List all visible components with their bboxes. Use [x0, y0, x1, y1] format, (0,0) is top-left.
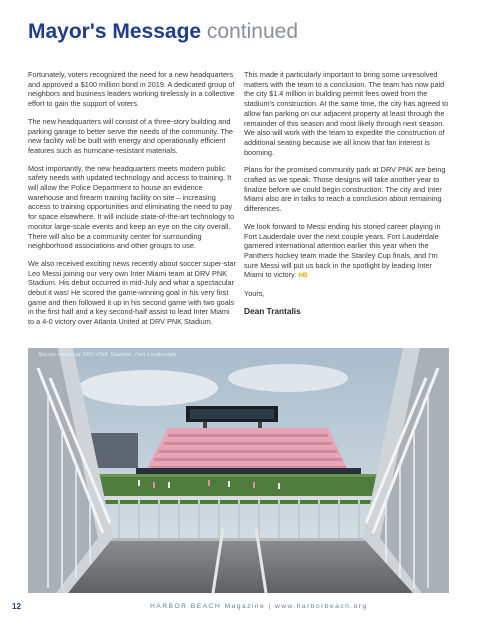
paragraph: The new headquarters will consist of a three-story building and parking garage to better serve the needs of the community. The new facility will be built with energy and operationally efficient features such as hurricane-resistant materials.	[28, 116, 233, 155]
paragraph: We look forward to Messi ending his storied career playing in Fort Lauderdale over the next couple years. Fort Lauderdale garnered international attention earlier this year when the Panthers hockey team made the Stanley Cup finals, and I'm sure Messi will put us back in the spotlight by leading Inter Miami to victory.	[244, 221, 441, 280]
paragraph: This made it particularly important to bring some unresolved matters with the team to a conclusion. The team has now paid the city $1.4 million in building permit fees owed from the stadium's construction. At the same time, the city has agreed to allow fan parking on our adjacent property at least through the remainder of this season and most likely through next season. We also will work with the team to expedite the construction of additional seating because we all know that fan interest is booming.	[244, 70, 449, 157]
page-title	[28, 20, 298, 44]
hb-end-mark: HB	[298, 272, 308, 280]
photo-caption: Soccer match at DRV PNK Stadium, Fort Lauderdale	[38, 352, 177, 358]
paragraph-with-mark	[244, 222, 452, 281]
page-number: 12	[12, 602, 21, 611]
paragraph: We also received exciting news recently about soccer super-star Leo Messi joining our very own Inter Miami team at DRV PNK Stadium. His debut occurred in mid-July and what a spectacular debut it was! He scored the game-winning goal in his very first game and then followed it up in his second game with two goals in the first half and a key second-half assist to lead Inter Miami to a 4-0 victory over Atlanta United at DRV PNK Stadium.	[28, 258, 236, 327]
paragraph: Most importantly, the new headquarters meets modern public safety needs with updated technology and access to training. It will allow the Police Department to house an evidence warehouse and firearm training facility on site – increasing access to training opportunities and eliminating the need to pay for space elsewhere. It will include state-of-the-art technology to monitor large-scale events and keep an eye on the city overall. There will also be a community center for surrounding neighborhood associations and other groups to use.	[28, 163, 235, 251]
paragraph: Fortunately, voters recognized the need for a new headquarters and approved a $100 million bond in 2019. A dedicated group of neighbors and business leaders working tirelessly in a collective effort to gain the support of voters.	[28, 70, 235, 109]
stadium-illustration	[28, 348, 449, 593]
closing: Yours,	[244, 289, 265, 299]
page-footer	[0, 602, 480, 616]
left-column	[28, 70, 236, 335]
signature: Dean Trantalis	[244, 305, 301, 316]
title-main: Mayor's Message	[28, 20, 202, 43]
title-continued: continued	[206, 20, 298, 43]
paragraph: Plans for the promised community park at DRV PNK are being crafted as we speak. Those designs will take another year to finalize before we could begin construction. The city and Inter Miami also are in talks to reach a conclusion about remaining differences.	[244, 165, 446, 214]
right-column	[244, 70, 452, 324]
stadium-photo	[28, 348, 449, 593]
footer-text: HARBOR BEACH Magazine | www.harborbeach.org	[150, 603, 368, 610]
